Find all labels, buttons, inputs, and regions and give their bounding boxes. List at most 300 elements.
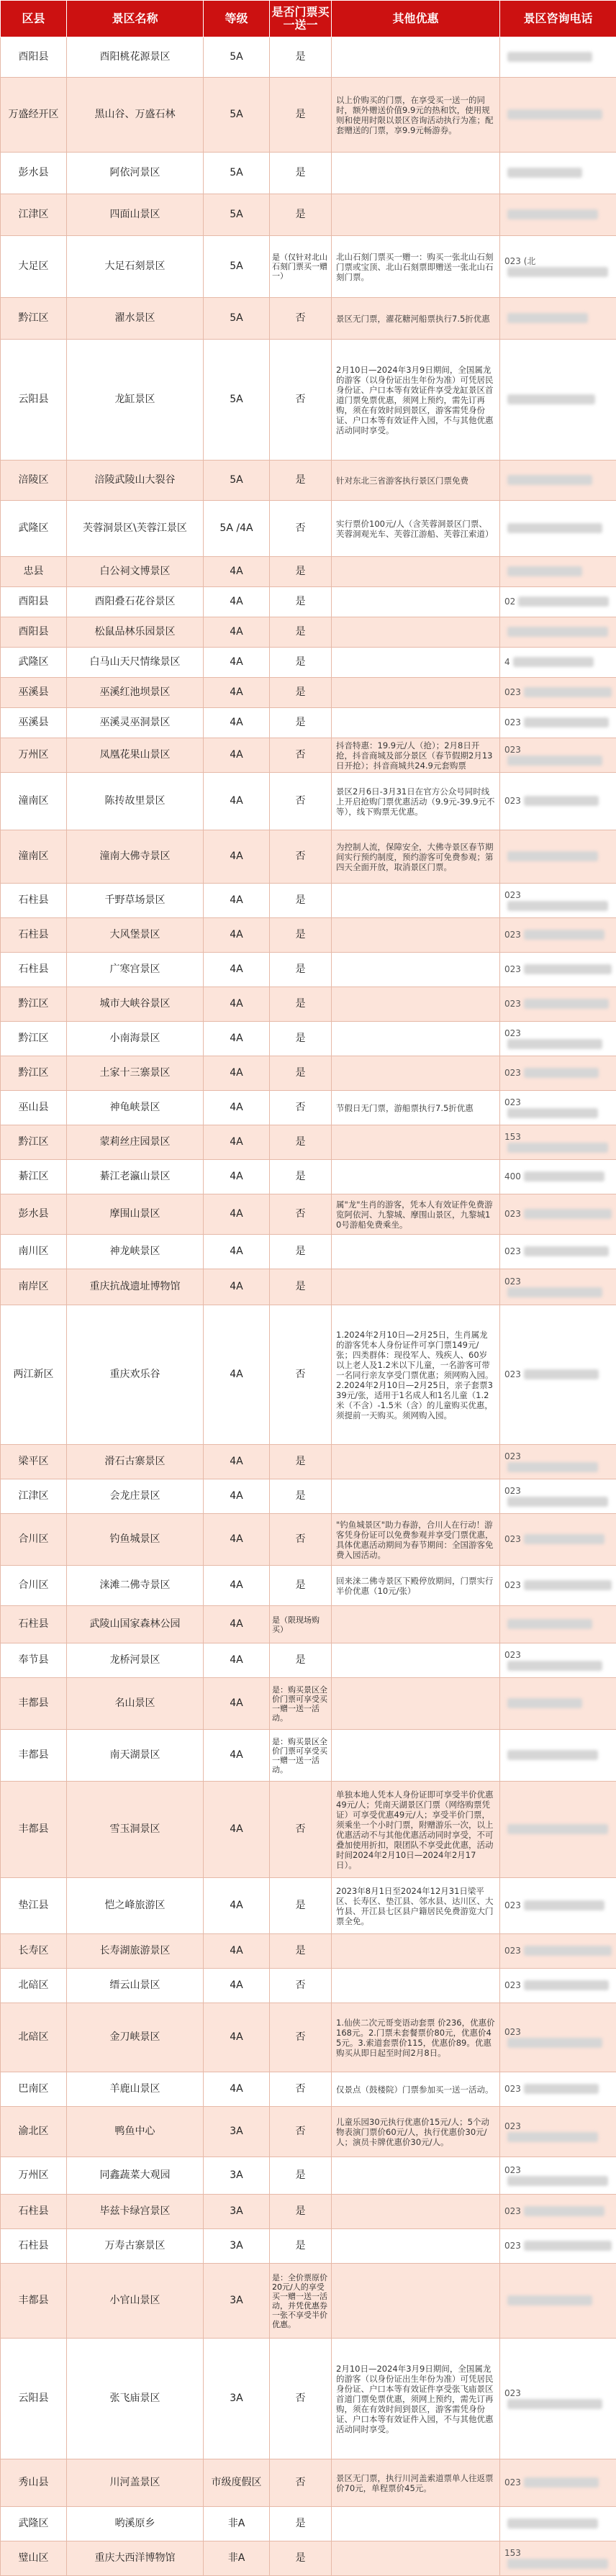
phone-redacted-blur xyxy=(507,1497,608,1507)
other-discount-cell xyxy=(332,708,500,738)
district-cell: 南川区 xyxy=(1,1235,67,1269)
other-discount-cell: 景区无门票，执行川河盖索道票单人往返票价70元，单程票价45元。 xyxy=(332,2459,500,2507)
phone-redacted-blur xyxy=(507,168,582,178)
table-row xyxy=(1,1969,616,2003)
scenic-name-cell: 毕兹卡绿宫景区 xyxy=(67,2195,204,2229)
phone-visible-digits: 023 xyxy=(504,2165,521,2175)
other-discount-cell xyxy=(332,617,500,648)
scenic-name-cell: 哟溪原乡 xyxy=(67,2507,204,2541)
phone-redacted-blur xyxy=(524,1946,612,1956)
scenic-name-cell: 神龙峡景区 xyxy=(67,1235,204,1269)
table-row xyxy=(1,987,616,1022)
scenic-name-cell: 芙蓉洞景区\芙蓉江景区 xyxy=(67,501,204,557)
phone-cell xyxy=(500,773,616,830)
grade-cell: 5A xyxy=(204,153,270,194)
table-row xyxy=(1,830,616,884)
table-row xyxy=(1,2107,616,2157)
other-discount-cell: 节假日无门票，游船票执行7.5折优惠 xyxy=(332,1091,500,1125)
other-discount-cell xyxy=(332,1056,500,1091)
bogo-cell: 是 xyxy=(270,153,332,194)
table-row xyxy=(1,2195,616,2229)
scenic-name-cell: 巫溪红池坝景区 xyxy=(67,678,204,708)
district-cell: 石柱县 xyxy=(1,918,67,953)
bogo-cell: 是 xyxy=(270,2507,332,2541)
scenic-name-cell: 土家十三寨景区 xyxy=(67,1056,204,1091)
phone-visible-digits: 023 xyxy=(504,1486,521,1496)
table-row xyxy=(1,1514,616,1566)
scenic-name-cell: 陈抟故里景区 xyxy=(67,773,204,830)
other-discount-cell xyxy=(332,194,500,236)
other-discount-cell xyxy=(332,2541,500,2576)
phone-cell xyxy=(500,2507,616,2541)
grade-cell: 4A xyxy=(204,1194,270,1235)
phone-cell xyxy=(500,1022,616,1056)
other-discount-cell xyxy=(332,1160,500,1194)
scenic-name-cell: 万寿古寨景区 xyxy=(67,2229,204,2264)
table-row xyxy=(1,617,616,648)
table-row xyxy=(1,2507,616,2541)
district-cell: 黔江区 xyxy=(1,1056,67,1091)
grade-cell: 3A xyxy=(204,2339,270,2459)
district-cell: 酉阳县 xyxy=(1,37,67,78)
bogo-cell: 否 xyxy=(270,2003,332,2072)
scenic-name-cell: 巫溪灵巫洞景区 xyxy=(67,708,204,738)
scenic-name-cell: 四面山景区 xyxy=(67,194,204,236)
grade-cell: 4A xyxy=(204,1730,270,1782)
grade-cell: 4A xyxy=(204,1606,270,1643)
phone-cell xyxy=(500,987,616,1022)
phone-visible-digits: 023 xyxy=(504,1900,521,1910)
other-discount-cell xyxy=(332,648,500,678)
phone-cell xyxy=(500,1782,616,1878)
phone-visible-digits: 023 xyxy=(504,1534,521,1544)
district-cell: 武隆区 xyxy=(1,501,67,557)
phone-cell xyxy=(500,884,616,918)
bogo-cell: 是 xyxy=(270,194,332,236)
other-discount-cell: 属"龙"生肖的游客，凭本人有效证件免费游览阿依河、九黎城、摩围山景区，九黎城10号游船免费乘坐。 xyxy=(332,1194,500,1235)
table-row xyxy=(1,2459,616,2507)
grade-cell: 4A xyxy=(204,1934,270,1969)
grade-cell: 4A xyxy=(204,884,270,918)
bogo-cell: 是 xyxy=(270,37,332,78)
scenic-name-cell: 武陵山国家森林公园 xyxy=(67,1606,204,1643)
table-row xyxy=(1,1125,616,1160)
grade-cell: 4A xyxy=(204,830,270,884)
bogo-cell: 是 xyxy=(270,648,332,678)
phone-visible-digits: 023 xyxy=(504,930,521,940)
phone-cell xyxy=(500,2107,616,2157)
table-row xyxy=(1,2072,616,2107)
other-discount-cell: 针对东北三省游客执行景区门票免费 xyxy=(332,461,500,501)
phone-visible-digits: 153 xyxy=(504,1132,521,1142)
district-cell: 江津区 xyxy=(1,1479,67,1514)
table-row xyxy=(1,2229,616,2264)
district-cell: 两江新区 xyxy=(1,1305,67,1445)
table-row xyxy=(1,2157,616,2195)
scenic-name-cell: 小官山景区 xyxy=(67,2264,204,2339)
district-cell: 璧山区 xyxy=(1,2541,67,2576)
phone-cell xyxy=(500,648,616,678)
scenic-name-cell: 龙缸景区 xyxy=(67,340,204,461)
district-cell: 石柱县 xyxy=(1,2195,67,2229)
phone-cell xyxy=(500,2195,616,2229)
phone-cell xyxy=(500,461,616,501)
grade-cell: 4A xyxy=(204,1091,270,1125)
phone-visible-digits: 023 xyxy=(504,1369,521,1379)
scenic-name-cell: 金刀峡景区 xyxy=(67,2003,204,2072)
other-discount-cell xyxy=(332,587,500,617)
bogo-cell: 否 xyxy=(270,1091,332,1125)
phone-cell xyxy=(500,557,616,587)
phone-redacted-blur xyxy=(507,52,592,62)
table-row xyxy=(1,1878,616,1934)
phone-visible-digits: 023 xyxy=(504,796,521,806)
bogo-cell: 是 xyxy=(270,1878,332,1934)
district-cell: 丰都县 xyxy=(1,1678,67,1730)
phone-cell xyxy=(500,78,616,153)
phone-visible-digits: 4 xyxy=(504,657,510,667)
grade-cell: 4A xyxy=(204,918,270,953)
phone-redacted-blur xyxy=(507,851,598,861)
phone-visible-digits: 023 xyxy=(504,687,521,697)
grade-cell: 5A xyxy=(204,78,270,153)
phone-redacted-blur xyxy=(507,2399,602,2409)
scenic-name-cell: 重庆欢乐谷 xyxy=(67,1305,204,1445)
other-discount-cell xyxy=(332,1643,500,1678)
phone-redacted-blur xyxy=(513,657,594,667)
phone-cell xyxy=(500,1934,616,1969)
grade-cell: 4A xyxy=(204,1566,270,1606)
grade-cell: 4A xyxy=(204,1514,270,1566)
district-cell: 黔江区 xyxy=(1,987,67,1022)
bogo-cell: 是：购买景区全价门票可享受买一赠一送一活动。 xyxy=(270,1678,332,1730)
grade-cell: 4A xyxy=(204,1969,270,2003)
phone-redacted-blur xyxy=(507,756,602,766)
phone-visible-digits: 023 xyxy=(504,1946,521,1956)
district-cell: 石柱县 xyxy=(1,1606,67,1643)
phone-visible-digits: 023 xyxy=(504,1580,521,1590)
header-grade: 等级 xyxy=(204,1,270,37)
phone-cell xyxy=(500,1125,616,1160)
grade-cell: 4A xyxy=(204,1782,270,1878)
phone-redacted-blur xyxy=(507,2559,608,2569)
other-discount-cell xyxy=(332,678,500,708)
phone-redacted-blur xyxy=(507,109,602,119)
phone-redacted-blur xyxy=(524,1369,599,1379)
district-cell: 黔江区 xyxy=(1,298,67,340)
phone-redacted-blur xyxy=(507,1619,592,1629)
bogo-cell: 是：购买景区全价门票可享受买一赠一送一活动。 xyxy=(270,1730,332,1782)
scenic-name-cell: 大风堡景区 xyxy=(67,918,204,953)
grade-cell: 5A /4A xyxy=(204,501,270,557)
phone-cell xyxy=(500,1445,616,1479)
phone-visible-digits: 023 xyxy=(504,2241,521,2251)
table-row xyxy=(1,37,616,78)
phone-cell xyxy=(500,2264,616,2339)
other-discount-cell: "钓鱼城景区"助力春游，合川人在行动！游客凭身份证可以免费参观并享受门票优惠，具体优惠活动期间为春节期间：全国游客免费入园活动。 xyxy=(332,1514,500,1566)
bogo-cell: 是 xyxy=(270,1934,332,1969)
other-discount-cell xyxy=(332,1606,500,1643)
grade-cell: 4A xyxy=(204,1269,270,1305)
table-row xyxy=(1,1194,616,1235)
phone-cell xyxy=(500,1969,616,2003)
scenic-name-cell: 神龟峡景区 xyxy=(67,1091,204,1125)
grade-cell: 4A xyxy=(204,1678,270,1730)
district-cell: 大足区 xyxy=(1,236,67,298)
bogo-cell: 否 xyxy=(270,2339,332,2459)
phone-redacted-blur xyxy=(524,687,612,697)
phone-cell xyxy=(500,236,616,298)
phone-redacted-blur xyxy=(507,475,592,485)
grade-cell: 5A xyxy=(204,461,270,501)
district-cell: 梁平区 xyxy=(1,1445,67,1479)
table-row xyxy=(1,1056,616,1091)
district-cell: 丰都县 xyxy=(1,1782,67,1878)
scenic-name-cell: 綦江老瀛山景区 xyxy=(67,1160,204,1194)
phone-redacted-blur xyxy=(524,717,609,727)
other-discount-cell: 2023年8月1日至2024年12月31日梁平区、长寿区、垫江县、邻水县、达川区、大竹县、开江县七区县户籍居民免费游览大门票全免。 xyxy=(332,1878,500,1934)
district-cell: 丰都县 xyxy=(1,2264,67,2339)
phone-redacted-blur xyxy=(507,267,608,277)
bogo-cell: 是 xyxy=(270,678,332,708)
grade-cell: 非A xyxy=(204,2507,270,2541)
bogo-cell: 是 xyxy=(270,78,332,153)
scenic-name-cell: 雪玉洞景区 xyxy=(67,1782,204,1878)
other-discount-cell xyxy=(332,153,500,194)
scenic-name-cell: 川河盖景区 xyxy=(67,2459,204,2507)
district-cell: 巫山县 xyxy=(1,1091,67,1125)
bogo-cell: 是 xyxy=(270,1160,332,1194)
other-discount-cell: 儿童乐园30元执行优惠价15元/人；5个动物表演门票价60元/人，执行优惠价30元/人；演员卡牌优惠价30元/人。 xyxy=(332,2107,500,2157)
header-phone: 景区咨询电话 xyxy=(500,1,616,37)
grade-cell: 5A xyxy=(204,340,270,461)
phone-cell xyxy=(500,1566,616,1606)
phone-redacted-blur xyxy=(507,523,602,533)
phone-visible-digits: 400 xyxy=(504,1171,521,1182)
phone-cell xyxy=(500,708,616,738)
grade-cell: 4A xyxy=(204,587,270,617)
table-row xyxy=(1,1235,616,1269)
phone-redacted-blur xyxy=(524,2084,599,2094)
phone-redacted-blur xyxy=(507,2295,592,2305)
scenic-name-cell: 缙云山景区 xyxy=(67,1969,204,2003)
grade-cell: 4A xyxy=(204,987,270,1022)
other-discount-cell: 2月10日—2024年3月9日期间，全国属龙的游客（以身份证出生年份为准）可凭居民身份证、户口本等有效证件享受张飞庙景区首道门票免票优惠，须网上预约，需先订再购，须在有效时间到景区，游客需凭身份证、户口本等有效证件入园，不与其他优惠活动同时享受。 xyxy=(332,2339,500,2459)
grade-cell: 4A xyxy=(204,1305,270,1445)
phone-redacted-blur xyxy=(507,2176,608,2186)
grade-cell: 4A xyxy=(204,1445,270,1479)
scenic-name-cell: 滑石古寨景区 xyxy=(67,1445,204,1479)
grade-cell: 4A xyxy=(204,678,270,708)
bogo-cell: 是 xyxy=(270,918,332,953)
phone-cell xyxy=(500,1479,616,1514)
phone-cell xyxy=(500,1091,616,1125)
table-row xyxy=(1,1160,616,1194)
table-row xyxy=(1,1643,616,1678)
district-cell: 北碚区 xyxy=(1,1969,67,2003)
other-discount-cell: 以上价购买的门票，在享受买一送一的同时，额外赠送价值9.9元的热和饮，使用规则和使用时限以景区咨询活动执行为准；配套赠送的门票，享9.9元畅游券。 xyxy=(332,78,500,153)
phone-redacted-blur xyxy=(524,1900,604,1910)
bogo-cell: 否 xyxy=(270,1305,332,1445)
district-cell: 云阳县 xyxy=(1,2339,67,2459)
district-cell: 渝北区 xyxy=(1,2107,67,2157)
bogo-cell: 是（仅针对北山石刻门票买一赠一） xyxy=(270,236,332,298)
district-cell: 江津区 xyxy=(1,194,67,236)
scenic-name-cell: 大足石刻景区 xyxy=(67,236,204,298)
phone-cell xyxy=(500,587,616,617)
phone-cell xyxy=(500,1269,616,1305)
other-discount-cell xyxy=(332,2195,500,2229)
bogo-cell: 是 xyxy=(270,1056,332,1091)
table-row xyxy=(1,1782,616,1878)
grade-cell: 3A xyxy=(204,2107,270,2157)
bogo-cell: 否 xyxy=(270,340,332,461)
table-row xyxy=(1,2003,616,2072)
phone-redacted-blur xyxy=(507,1661,602,1671)
other-discount-cell xyxy=(332,1445,500,1479)
bogo-cell: 是 xyxy=(270,2229,332,2264)
grade-cell: 3A xyxy=(204,2157,270,2195)
phone-cell xyxy=(500,37,616,78)
table-row xyxy=(1,2264,616,2339)
district-cell: 綦江区 xyxy=(1,1160,67,1194)
other-discount-cell: 单独本地人凭本人身份证即可享受半价优惠49元/人；凭南天湖景区门票（网络购票凭证）可享受优惠49元/人；享受半价门票，须乘坐一个小时门票，附赠游乐一次，以上优惠活动不与其他优惠活动同时享受，不可叠加使用折扣，限团队不享受此优惠，活动时间2024年2月10日—2024年2月17日）。 xyxy=(332,1782,500,1878)
scenic-name-cell: 摩围山景区 xyxy=(67,1194,204,1235)
other-discount-cell xyxy=(332,1934,500,1969)
phone-redacted-blur xyxy=(507,1143,608,1153)
district-cell: 涪陵区 xyxy=(1,461,67,501)
phone-visible-digits: 023 (北 xyxy=(504,256,535,266)
district-cell: 万州区 xyxy=(1,2157,67,2195)
table-row xyxy=(1,1566,616,1606)
other-discount-cell xyxy=(332,2229,500,2264)
table-row xyxy=(1,1445,616,1479)
district-cell: 彭水县 xyxy=(1,1194,67,1235)
grade-cell: 5A xyxy=(204,236,270,298)
scenic-name-cell: 酉阳叠石花谷景区 xyxy=(67,587,204,617)
header-bogo: 是否门票买一送一 xyxy=(270,1,332,37)
grade-cell: 4A xyxy=(204,738,270,773)
district-cell: 合川区 xyxy=(1,1566,67,1606)
bogo-cell: 否 xyxy=(270,1969,332,2003)
phone-redacted-blur xyxy=(507,901,608,911)
bogo-cell: 否 xyxy=(270,501,332,557)
grade-cell: 4A xyxy=(204,2003,270,2072)
table-row xyxy=(1,1269,616,1305)
district-cell: 潼南区 xyxy=(1,773,67,830)
phone-cell xyxy=(500,1878,616,1934)
grade-cell: 4A xyxy=(204,1056,270,1091)
phone-cell xyxy=(500,1606,616,1643)
scenic-name-cell: 酉阳桃花源景区 xyxy=(67,37,204,78)
bogo-cell: 否 xyxy=(270,773,332,830)
other-discount-cell xyxy=(332,1125,500,1160)
phone-redacted-blur xyxy=(507,627,608,637)
scenic-name-cell: 濯水景区 xyxy=(67,298,204,340)
grade-cell: 5A xyxy=(204,37,270,78)
table-row xyxy=(1,1091,616,1125)
district-cell: 秀山县 xyxy=(1,2459,67,2507)
bogo-cell: 否 xyxy=(270,738,332,773)
phone-cell xyxy=(500,1730,616,1782)
grade-cell: 非A xyxy=(204,2541,270,2576)
phone-redacted-blur xyxy=(507,394,595,404)
phone-visible-digits: 023 xyxy=(504,890,521,900)
phone-cell xyxy=(500,2229,616,2264)
table-row xyxy=(1,194,616,236)
phone-cell xyxy=(500,678,616,708)
district-cell: 巫溪县 xyxy=(1,708,67,738)
table-row xyxy=(1,884,616,918)
phone-redacted-blur xyxy=(524,999,609,1009)
table-row xyxy=(1,773,616,830)
phone-cell xyxy=(500,1678,616,1730)
scenic-name-cell: 白公祠文博景区 xyxy=(67,557,204,587)
phone-redacted-blur xyxy=(507,1108,598,1118)
grade-cell: 5A xyxy=(204,298,270,340)
phone-visible-digits: 023 xyxy=(504,1980,521,1990)
other-discount-cell: 抖音特惠：19.9元/人（抢）；2月8日开抢，抖音商城及部分景区（春节假期2月13日开抢）；抖音商城共24.9元套购票 xyxy=(332,738,500,773)
phone-visible-digits: 023 xyxy=(504,964,521,974)
grade-cell: 5A xyxy=(204,194,270,236)
table-row xyxy=(1,298,616,340)
scenic-name-cell: 松鼠品林乐园景区 xyxy=(67,617,204,648)
other-discount-cell xyxy=(332,2264,500,2339)
district-cell: 垫江县 xyxy=(1,1878,67,1934)
table-row xyxy=(1,2541,616,2576)
phone-visible-digits: 023 xyxy=(504,1068,521,1078)
phone-redacted-blur xyxy=(507,1698,582,1708)
district-cell: 奉节县 xyxy=(1,1643,67,1678)
bogo-cell: 是 xyxy=(270,461,332,501)
phone-redacted-blur xyxy=(524,1068,599,1078)
header-district: 区县 xyxy=(1,1,67,37)
phone-cell xyxy=(500,738,616,773)
district-cell: 黔江区 xyxy=(1,1125,67,1160)
table-row xyxy=(1,78,616,153)
phone-cell xyxy=(500,153,616,194)
bogo-cell: 是（限现场购买） xyxy=(270,1606,332,1643)
phone-redacted-blur xyxy=(524,1171,604,1182)
phone-cell xyxy=(500,918,616,953)
bogo-cell: 否 xyxy=(270,1782,332,1878)
phone-redacted-blur xyxy=(507,2132,598,2142)
table-body xyxy=(1,37,616,2576)
phone-visible-digits: 023 xyxy=(504,1276,521,1287)
phone-cell xyxy=(500,340,616,461)
table-row xyxy=(1,340,616,461)
phone-cell xyxy=(500,2003,616,2072)
table-header-row xyxy=(1,1,616,37)
scenic-name-cell: 羊鹿山景区 xyxy=(67,2072,204,2107)
bogo-cell: 是 xyxy=(270,987,332,1022)
table-row xyxy=(1,501,616,557)
scenic-name-cell: 黑山谷、万盛石林 xyxy=(67,78,204,153)
grade-cell: 4A xyxy=(204,1235,270,1269)
bogo-cell: 是 xyxy=(270,1643,332,1678)
bogo-cell: 是 xyxy=(270,1479,332,1514)
phone-visible-digits: 023 xyxy=(504,1209,521,1219)
phone-redacted-blur xyxy=(524,796,599,806)
phone-visible-digits: 023 xyxy=(504,1028,521,1038)
grade-cell: 3A xyxy=(204,2264,270,2339)
other-discount-cell: 景区无门票，濯花糖河船票执行7.5折优惠 xyxy=(332,298,500,340)
scenic-name-cell: 重庆大西洋博物馆 xyxy=(67,2541,204,2576)
scenic-name-cell: 小南海景区 xyxy=(67,1022,204,1056)
phone-redacted-blur xyxy=(524,1209,612,1219)
other-discount-cell xyxy=(332,2157,500,2195)
grade-cell: 4A xyxy=(204,708,270,738)
